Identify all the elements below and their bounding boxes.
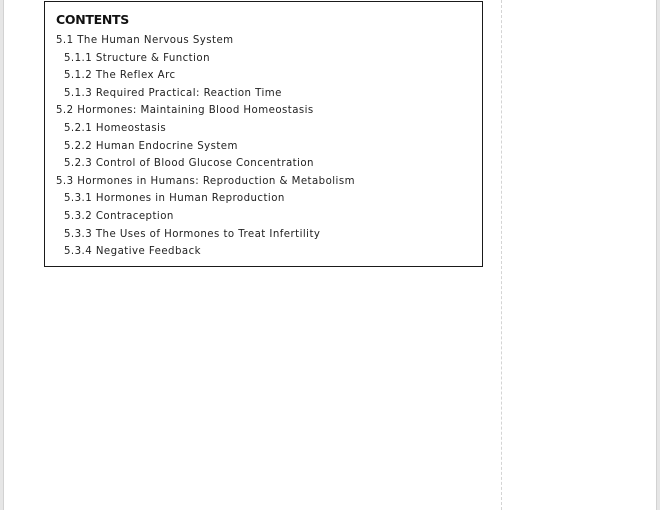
toc-entry-5-2-2[interactable]: 5.2.2 Human Endocrine System	[64, 140, 238, 152]
toc-list	[56, 32, 355, 261]
table-of-contents	[44, 1, 483, 267]
toc-entry-5-3-1[interactable]: 5.3.1 Hormones in Human Reproduction	[64, 193, 285, 205]
toc-entry-5-3-2[interactable]: 5.3.2 Contraception	[64, 210, 174, 222]
column-guide	[501, 0, 502, 510]
toc-entry-5-2-3[interactable]: 5.2.3 Control of Blood Glucose Concentration	[64, 158, 314, 170]
contents-heading: CONTENTS	[56, 12, 129, 27]
toc-entry-5-3[interactable]: 5.3 Hormones in Humans: Reproduction & Metabolism	[56, 175, 355, 187]
toc-entry-5-1-2[interactable]: 5.1.2 The Reflex Arc	[64, 70, 176, 82]
toc-entry-5-3-4[interactable]: 5.3.4 Negative Feedback	[64, 246, 201, 258]
page-right-edge	[656, 0, 660, 510]
toc-entry-5-1[interactable]: 5.1 The Human Nervous System	[56, 35, 234, 46]
page-left-edge	[0, 0, 4, 510]
toc-entry-5-2-1[interactable]: 5.2.1 Homeostasis	[64, 122, 167, 134]
toc-entry-5-1-3[interactable]: 5.1.3 Required Practical: Reaction Time	[64, 87, 282, 99]
toc-entry-5-3-3[interactable]: 5.3.3 The Uses of Hormones to Treat Infertility	[64, 228, 321, 240]
toc-entry-5-1-1[interactable]: 5.1.1 Structure & Function	[64, 52, 211, 64]
toc-entry-5-2[interactable]: 5.2 Hormones: Maintaining Blood Homeostasis	[56, 105, 314, 117]
